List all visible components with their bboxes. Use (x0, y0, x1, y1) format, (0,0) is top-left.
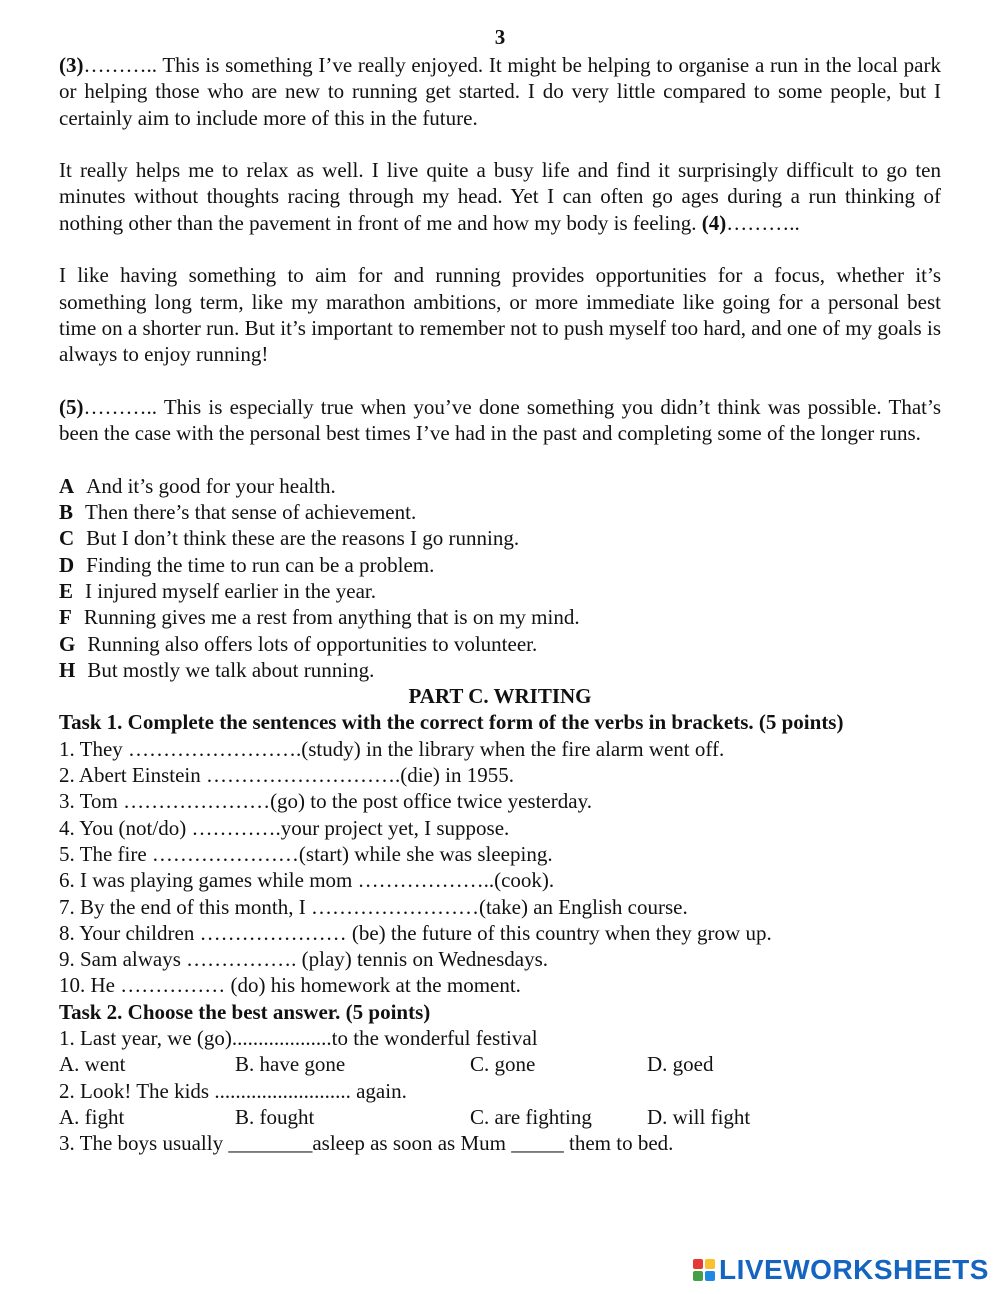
option-item (59, 631, 941, 657)
option-item (59, 657, 941, 683)
option-text: I injured myself earlier in the year. (85, 578, 376, 603)
task-2-question-3: 3. The boys usually ________asleep as soon as Mum _____ them to bed. (59, 1131, 674, 1156)
task-1-item: 2. Abert Einstein ……………………….(die) in 1955. (59, 763, 514, 788)
task-2-question-1: 1. Last year, we (go)...................to the wonderful festival (59, 1025, 538, 1050)
choice-b: B. fought (235, 1104, 315, 1129)
task-1-item: 9. Sam always ……………. (play) tennis on Wednesdays. (59, 947, 549, 972)
gap-label-3: (3) (59, 53, 84, 77)
task-1-item: 10. He …………… (do) his homework at the moment. (59, 973, 521, 998)
option-text: Then there’s that sense of achievement. (85, 500, 417, 525)
logo-square-blue (705, 1271, 715, 1281)
choice-a: A. went (59, 1052, 126, 1077)
option-text: Running also offers lots of opportunities to volunteer. (87, 631, 538, 656)
page-number: 3 (494, 25, 506, 49)
task-2-question-2: 2. Look! The kids .......................... again. (59, 1078, 407, 1103)
task-1-item: 3. Tom …………………(go) to the post office twice yesterday. (59, 789, 592, 814)
passage-paragraph-3 (59, 52, 941, 131)
paragraph-5-text: I like having something to aim for and running provides opportunities for a focus, whether it’s something long term, like my marathon ambitions, or more immediate like going for a personal best time on a shorter run. But it’s important to remember not to push myself too hard, and one of my goals is always to enjoy running! (59, 263, 941, 367)
part-c-heading: PART C. WRITING (408, 684, 592, 709)
logo-text: LIVEWORKSHEETS (719, 1253, 989, 1285)
gap-label-5: (5) (59, 394, 84, 419)
passage-paragraph-4 (59, 157, 941, 236)
option-text: But I don’t think these are the reasons I go running. (86, 526, 520, 551)
task-1-item: 6. I was playing games while mom ………………..(cook). (59, 868, 555, 893)
paragraph-3-text: ……….. This is something I’ve really enjoyed. It might be helping to organise a run in the local park or helping those who are new to running get started. I do very little compared to some people, but I certainly aim to include more of this in the future. (59, 53, 941, 130)
paragraph-6-text: ……….. This is especially true when you’ve done something you didn’t think was possible. That’s been the case with the personal best times I’ve had in the past and completing some of the longer runs. (59, 394, 941, 446)
choice-c: C. are fighting (470, 1104, 592, 1129)
liveworksheets-logo (693, 1255, 989, 1285)
choice-d: D. will fight (647, 1104, 751, 1129)
option-text: Finding the time to run can be a problem. (86, 552, 435, 577)
option-text: And it’s good for your health. (86, 473, 336, 498)
choice-a: A. fight (59, 1104, 125, 1129)
task-1-item: 4. You (not/do) ………….your project yet, I suppose. (59, 815, 510, 840)
passage-paragraph-6 (59, 394, 941, 447)
logo-square-green (693, 1271, 703, 1281)
option-letter: G (59, 631, 76, 656)
option-item (59, 499, 941, 525)
task-1-item: 1. They …………………….(study) in the library when the fire alarm went off. (59, 736, 725, 761)
gap-dots-4: ……….. (726, 210, 800, 235)
answer-options-list (59, 473, 941, 683)
gap-label-4: (4) (701, 210, 727, 235)
worksheet-page (59, 22, 941, 1156)
option-letter: D (59, 552, 75, 577)
task-2-choices-1 (59, 1051, 941, 1077)
logo-square-yellow (705, 1259, 715, 1269)
paragraph-4-text: It really helps me to relax as well. I live quite a busy life and find it surprisingly difficult to go ten minutes without thoughts racing through my head. Yet I can often go ages during a run thinking of nothing other than the pavement in front of me and how my body is feeling. (59, 158, 941, 235)
option-letter: C (59, 526, 75, 551)
choice-d: D. goed (647, 1052, 714, 1077)
option-item (59, 578, 941, 604)
option-letter: E (59, 578, 74, 603)
option-item (59, 604, 941, 630)
task-1-item: 7. By the end of this month, I ……………………(take) an English course. (59, 894, 688, 919)
option-letter: B (59, 500, 74, 525)
option-item (59, 473, 941, 499)
option-letter: H (59, 657, 76, 682)
logo-grid-icon (693, 1259, 715, 1281)
passage-paragraph-5 (59, 262, 941, 367)
choice-c: C. gone (470, 1052, 536, 1077)
option-item (59, 552, 941, 578)
task-1-item: 5. The fire …………………(start) while she was sleeping. (59, 841, 553, 866)
task-2-choices-2 (59, 1104, 941, 1130)
task-1-title: Task 1. Complete the sentences with the correct form of the verbs in brackets. (5 points) (59, 710, 844, 735)
option-text: Running gives me a rest from anything that is on my mind. (83, 605, 580, 630)
option-item (59, 525, 941, 551)
choice-b: B. have gone (235, 1052, 346, 1077)
option-letter: F (59, 605, 72, 630)
task-2-title: Task 2. Choose the best answer. (5 points) (59, 999, 431, 1024)
option-letter: A (59, 473, 75, 498)
option-text: But mostly we talk about running. (87, 657, 375, 682)
logo-square-red (693, 1259, 703, 1269)
task-1-item: 8. Your children ………………… (be) the future of this country when they grow up. (59, 920, 772, 945)
